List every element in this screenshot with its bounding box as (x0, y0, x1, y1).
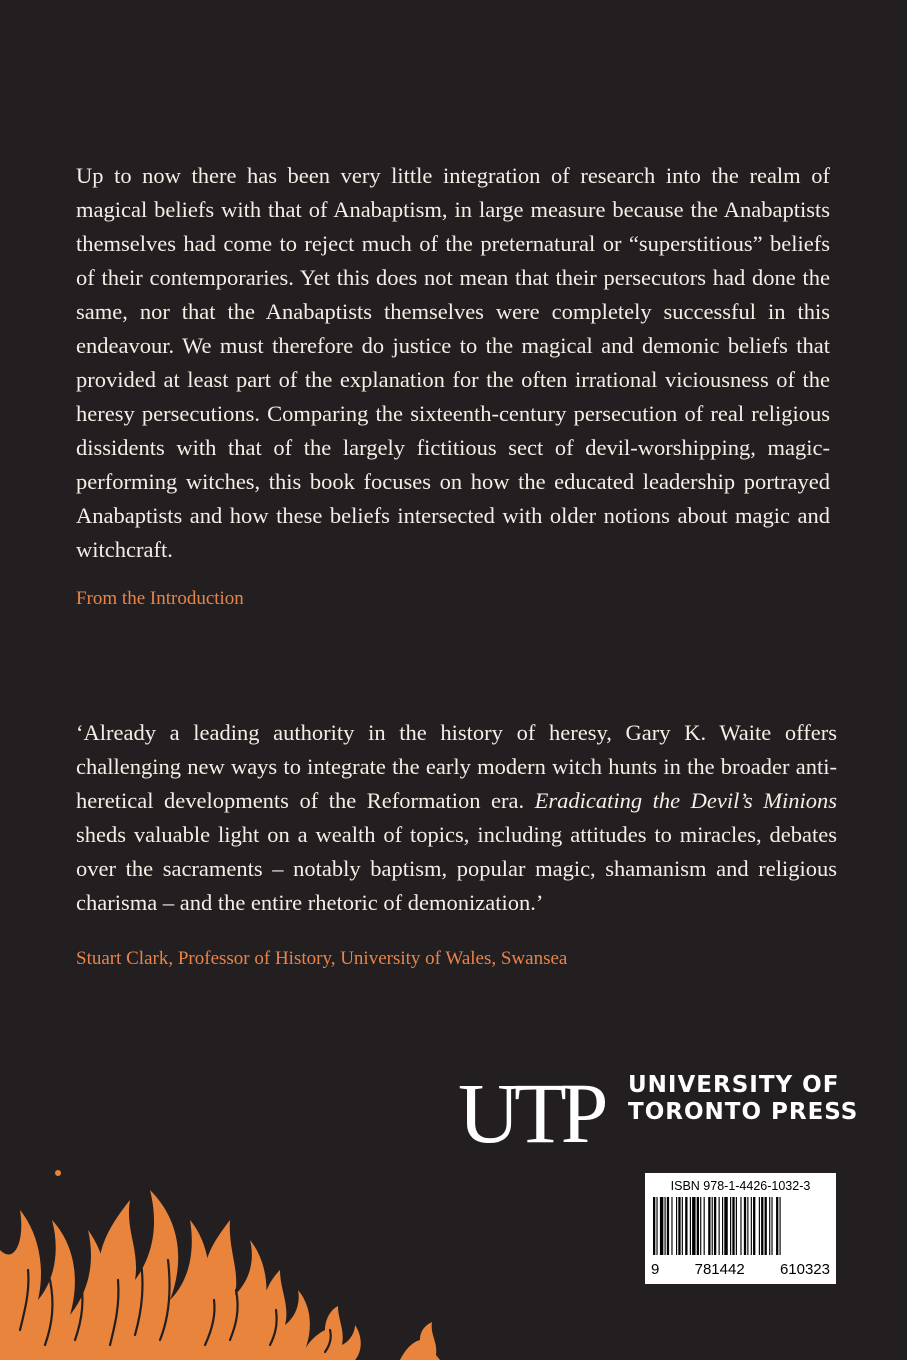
barcode-bar (678, 1197, 680, 1255)
barcode-bar (704, 1197, 705, 1255)
barcode-digit-first: 9 (651, 1261, 660, 1278)
barcode-bar (747, 1197, 748, 1255)
barcode-digits (651, 1261, 830, 1278)
publisher-name-line1: UNIVERSITY OF (628, 1072, 840, 1098)
barcode-bar (769, 1197, 770, 1255)
book-title: Eradicating the Devil’s Minions (534, 788, 837, 813)
barcode-bar (780, 1197, 781, 1255)
barcode-bar (771, 1197, 772, 1255)
barcode-bar (660, 1197, 663, 1255)
utp-logo-mark: UTP (458, 1065, 603, 1161)
barcode-bar (753, 1197, 755, 1255)
barcode-bar (692, 1197, 695, 1255)
barcode-bar (708, 1197, 710, 1255)
review-quote-part2: sheds valuable light on a wealth of topics, including attitudes to miracles, debates over the sacraments – notably baptism, popular magic, shamanism and religious charisma – and the entire rhetoric of demonization.’ (76, 822, 837, 915)
barcode-bar (744, 1197, 746, 1255)
review-quote (76, 716, 837, 920)
barcode-bar (700, 1197, 701, 1255)
isbn-barcode (645, 1173, 836, 1284)
publisher-name (628, 1072, 858, 1126)
barcode-bar (724, 1197, 727, 1255)
intro-paragraph: Up to now there has been very little integration of research into the realm of magical beliefs with that of Anabaptism, in large measure because the Anabaptists themselves had come to reject much of the preternatural or “superstitious” beliefs of their contemporaries. Yet this does not mean that their persecutors had done the same, nor that the Anabaptists themselves were completely successful in this endeavour. We must therefore do justice to the magical and demonic beliefs that provided at least part of the explanation for the often irrational viciousness of the heresy persecutions. Comparing the sixteenth-century persecution of real religious dissidents with that of the largely fictitious sect of devil-worshipping, magic-performing witches, this book focuses on how the educated leadership portrayed Anabaptists and how these beliefs intersected with older notions about magic and witchcraft. (76, 163, 830, 562)
review-attribution: Stuart Clark, Professor of History, University of Wales, Swansea (76, 948, 568, 969)
barcode-bar (761, 1197, 763, 1255)
barcode-bar (776, 1197, 778, 1255)
barcode-digit-group1: 781442 (694, 1261, 745, 1278)
barcode-bar (712, 1197, 713, 1255)
barcode-digit-group2: 610323 (779, 1261, 830, 1278)
barcode-bar (682, 1197, 683, 1255)
barcode-bar (719, 1197, 720, 1255)
barcode-bar (685, 1197, 687, 1255)
barcode-bar (667, 1197, 669, 1255)
barcode-bar (751, 1197, 752, 1255)
barcode-bar (697, 1197, 699, 1255)
barcode-bar (722, 1197, 723, 1255)
barcode-bars (653, 1197, 828, 1255)
barcode-bar (759, 1197, 760, 1255)
barcode-bar (653, 1197, 655, 1255)
barcode-bar (676, 1197, 677, 1255)
barcode-bar (730, 1197, 731, 1255)
barcode-bar (714, 1197, 716, 1255)
flames-illustration (0, 1130, 460, 1360)
barcode-bar (732, 1197, 734, 1255)
barcode-bar (740, 1197, 741, 1255)
barcode-bar (656, 1197, 657, 1255)
barcode-bar (765, 1197, 767, 1255)
publisher-name-line2: TORONTO PRESS (628, 1099, 859, 1125)
barcode-bar (671, 1197, 672, 1255)
barcode-bar (665, 1197, 666, 1255)
intro-source: From the Introduction (76, 588, 244, 609)
barcode-bar (690, 1197, 691, 1255)
isbn-label: ISBN 978-1-4426-1032-3 (670, 1179, 811, 1193)
review-quote-part1: ‘Already a leading authority in the history of heresy, Gary K. Waite offers challenging new ways to integrate the early modern witch hunts in the broader anti-heretical developments of the Reformation era. (76, 720, 837, 813)
barcode-bar (736, 1197, 737, 1255)
